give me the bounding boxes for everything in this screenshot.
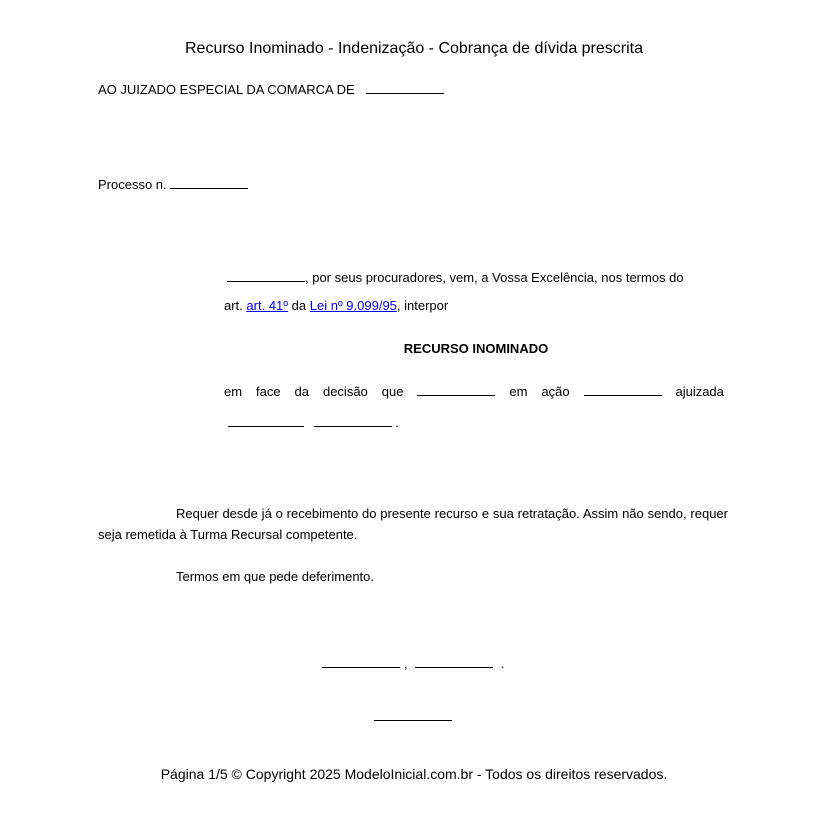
place-comma: , (404, 656, 408, 671)
process-label: Processo n. (98, 177, 167, 192)
addressee-line (98, 81, 444, 97)
word-ajuizada: ajuizada (675, 384, 724, 399)
word-acao: ação (541, 384, 570, 399)
action-blank (584, 383, 662, 396)
signature-line (374, 708, 452, 724)
word-decisao: decisão (322, 384, 368, 399)
signature-blank (374, 708, 452, 721)
intro-text: , por seus procuradores, vem, a Vossa Excelência, nos termos do (305, 270, 684, 285)
word-face: face (256, 384, 281, 399)
process-number-blank (170, 176, 248, 189)
page-footer: Página 1/5 © Copyright 2025 ModeloInicial.com.br - Todos os direitos reservados. (160, 766, 668, 782)
intro-line (227, 269, 684, 285)
place-blank (322, 655, 400, 668)
art-41-link[interactable]: art. 41º (246, 298, 289, 313)
word-em-2: em (509, 384, 528, 399)
date-period: . (500, 656, 505, 671)
process-line (98, 176, 248, 192)
party-name-blank (227, 269, 305, 282)
word-que: que (381, 384, 404, 399)
section-heading: RECURSO INOMINADO (403, 341, 549, 356)
word-em: em (224, 384, 243, 399)
art-prefix: art. (224, 298, 243, 313)
date-blank (415, 655, 493, 668)
filing-date-blank (228, 414, 304, 427)
addressee-text: AO JUIZADO ESPECIAL DA COMARCA DE (98, 82, 355, 97)
legal-basis-line (224, 298, 448, 313)
interpor-text: , interpor (396, 298, 449, 313)
law-9099-link[interactable]: Lei nº 9.099/95 (309, 298, 397, 313)
decision-blank (417, 383, 495, 396)
request-paragraph: Requer desde já o recebimento do presente recurso e sua retratação. Assim não sendo, requer seja remetida à Turma Recursal competente. (98, 506, 728, 542)
filing-place-blank (314, 414, 392, 427)
place-date-line (322, 655, 505, 671)
da-text: da (291, 298, 307, 313)
filing-period: . (395, 415, 399, 430)
word-da: da (294, 384, 310, 399)
filing-details-line (228, 414, 399, 430)
closing-line: Termos em que pede deferimento. (176, 569, 374, 584)
decision-line (224, 383, 724, 399)
comarca-blank (366, 81, 444, 94)
document-title: Recurso Inominado - Indenização - Cobrança de dívida prescrita (184, 40, 644, 57)
